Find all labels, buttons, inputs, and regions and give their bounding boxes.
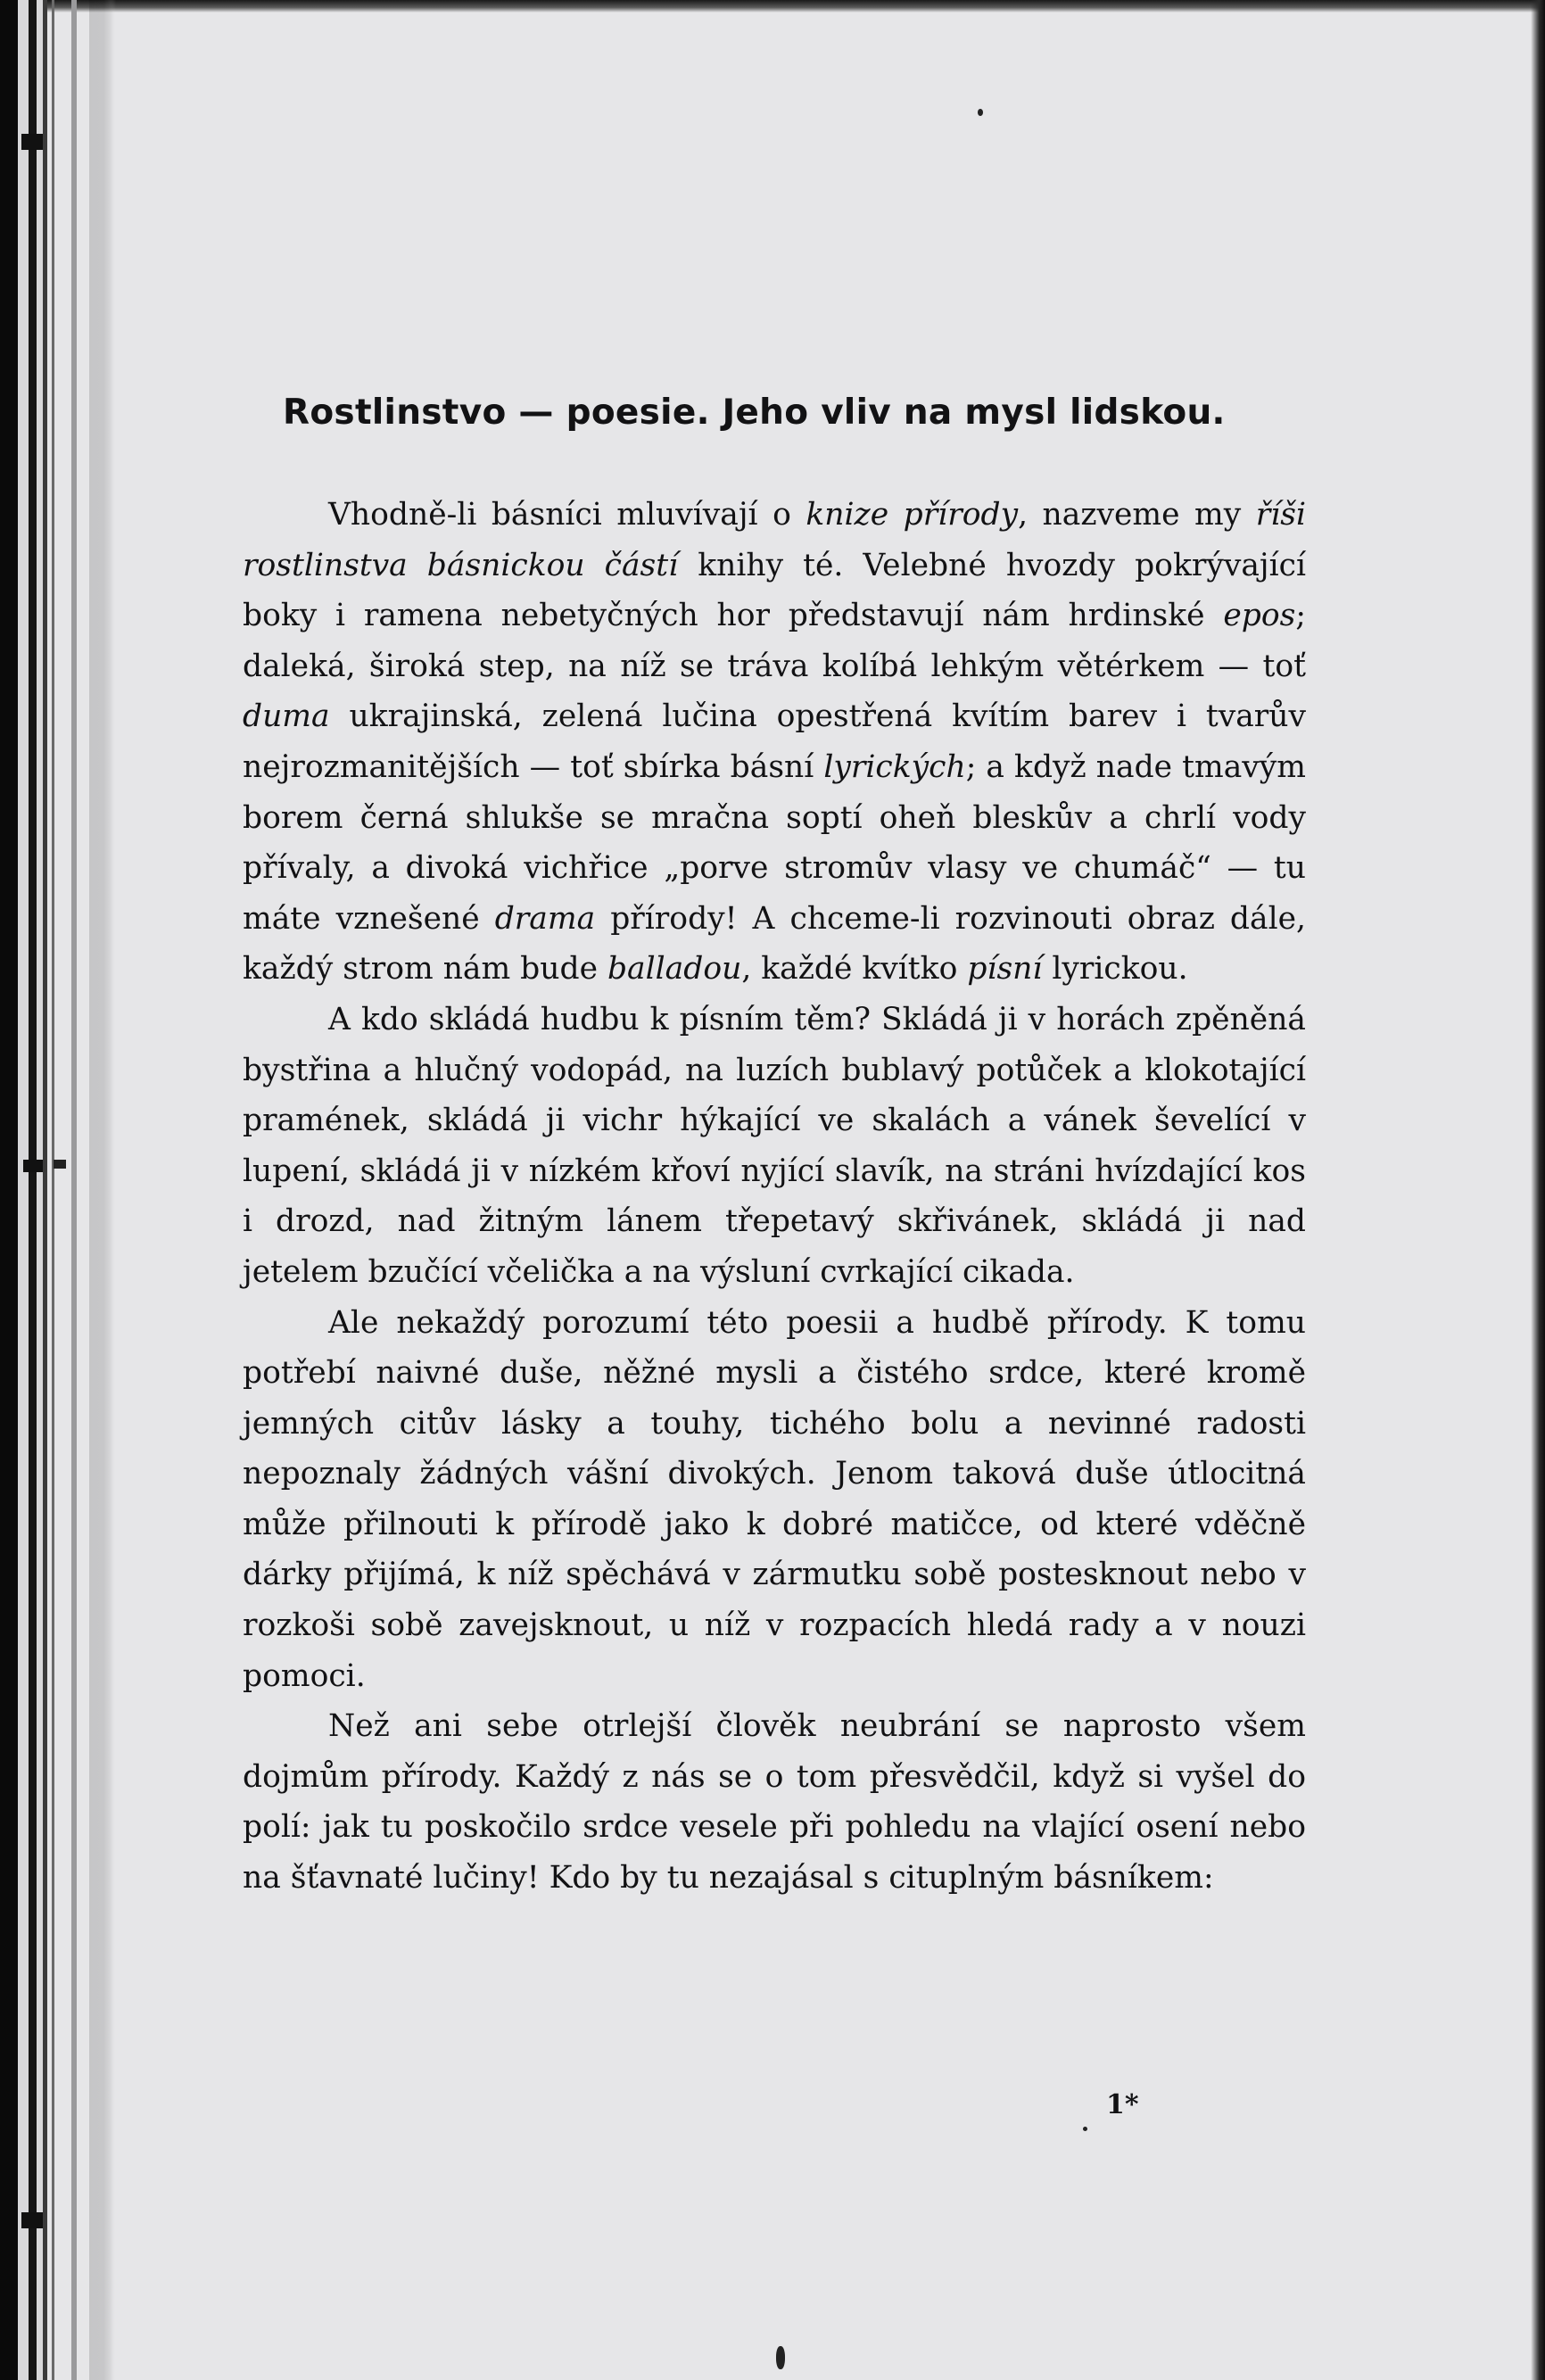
paragraph <box>243 490 1306 995</box>
print-speck <box>776 2346 785 2369</box>
chapter-title: Rostlinstvo — poesie. Jeho vliv na mysl lidskou. <box>283 393 1226 433</box>
text-run: přírody! A chceme-li rozvinouti obraz dále, každý strom nám bude <box>243 900 1306 988</box>
italic-run: epos <box>1223 598 1296 634</box>
print-speck <box>978 109 983 116</box>
binding-edge <box>0 0 116 2380</box>
italic-run: duma <box>243 698 330 735</box>
italic-run: knize přírody <box>806 497 1019 533</box>
italic-run: říši rostlinstva básnickou částí <box>243 497 1306 583</box>
text-run: Vhodně-li básníci mluvívají o <box>328 497 806 533</box>
italic-run: lyrických <box>823 748 966 785</box>
page-content <box>243 393 1306 1904</box>
italic-run: balladou <box>607 951 742 988</box>
paragraph <box>243 1701 1306 1903</box>
text-run: , každé kvítko <box>741 951 968 988</box>
page-right-edge <box>1531 0 1545 2380</box>
text-run: , nazveme my <box>1018 497 1256 533</box>
page-number: 1* <box>1106 2089 1139 2120</box>
print-speck <box>1083 2127 1087 2131</box>
text-run: ukrajinská, zelená lučina opestřená kvítím barev i tvarův nejrozmanitějších — toť sbírka básní <box>243 698 1306 785</box>
text-run: knihy té. Velebné hvozdy pokrývající boky i ramena nebetyčných hor představují nám hrdinské <box>243 547 1306 634</box>
text-run: Než ani sebe otrlejší člověk neubrání se naprosto všem dojmům přírody. Každý z nás se o tom přesvědčil, když si vyšel do polí: jak tu poskočilo srdce vesele při pohledu na vlající osení nebo na šťavnaté lučiny! Kdo by tu nezajásal s cituplným básníkem: <box>243 1708 1306 1897</box>
page-top-edge <box>0 0 1545 12</box>
paragraph <box>243 1298 1306 1702</box>
text-run: ; a když nade tmavým borem černá shlukše se mračna soptí oheň bleskův a chrlí vody přívaly, a divoká vichřice „porve stromův vlasy ve chumáč“ — tu máte vznešené <box>243 748 1306 937</box>
text-run: Ale nekaždý porozumí této poesii a hudbě přírody. K tomu potřebí naivné duše, něžné mysli a čistého srdce, které kromě jemných citův lásky a touhy, tichého bolu a nevinné radosti nepoznaly žádných vášní divokých. Jenom taková duše útlocitná může přilnouti k přírodě jako k dobré matičce, od které vděčně dárky přijímá, k níž spěchává v zármutku sobě postesknout nebo v rozkoši sobě zavejsknout, u níž v rozpacích hledá rady a v nouzi pomoci. <box>243 1304 1306 1694</box>
body-text <box>243 490 1306 1904</box>
text-run: lyrickou. <box>1042 951 1188 988</box>
paragraph <box>243 995 1306 1298</box>
text-run: ; daleká, široká step, na níž se tráva kolíbá lehkým větérkem — toť <box>243 598 1306 684</box>
italic-run: drama <box>494 900 596 937</box>
text-run: A kdo skládá hudbu k písním těm? Skládá ji v horách zpěněná bystřina a hlučný vodopád, na luzích bublavý potůček a klokotající pramének, skládá ji vichr hýkající ve skalách a vánek ševelící v lupení, skládá ji v nízkém křoví nyjící slavík, na stráni hvízdající kos i drozd, nad žitným lánem třepetavý skřivánek, skládá ji nad jetelem bzučící včelička a na výsluní cvrkající cikada. <box>243 1001 1306 1290</box>
italic-run: písní <box>967 951 1043 988</box>
